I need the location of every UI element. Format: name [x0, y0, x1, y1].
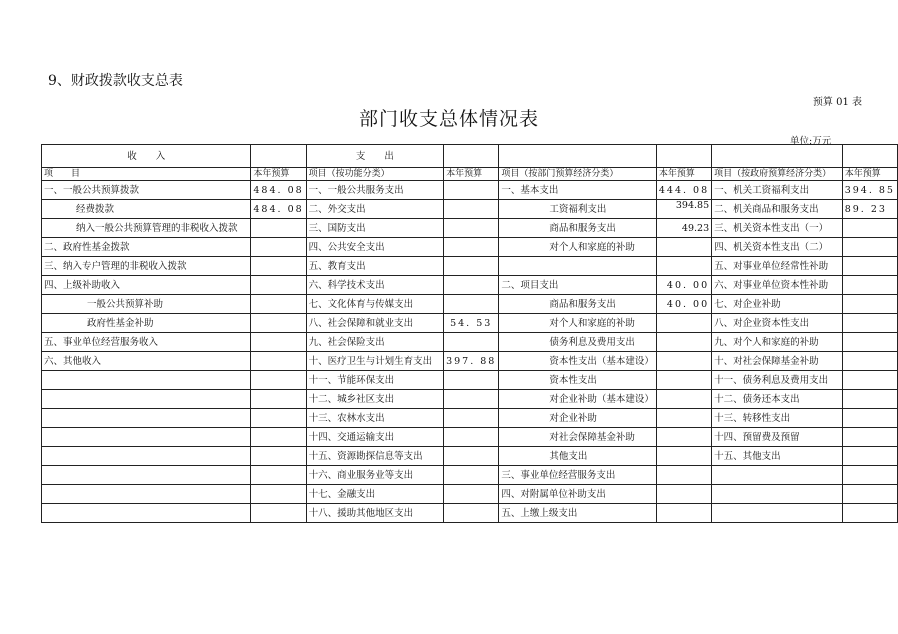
table-row [42, 219, 898, 238]
gov-econ-amount [842, 504, 897, 523]
income-amount [251, 257, 306, 276]
income-amount [251, 238, 306, 257]
func-item: 十五、资源勘探信息等支出 [306, 447, 443, 466]
dept-econ-item: 五、上缴上级支出 [499, 504, 657, 523]
table-row [42, 504, 898, 523]
gov-econ-item: 八、对企业资本性支出 [712, 314, 843, 333]
income-amount [251, 504, 306, 523]
gov-econ-amount: 89. 23 [842, 200, 897, 219]
gov-econ-item: 九、对个人和家庭的补助 [712, 333, 843, 352]
func-item: 七、文化体育与传媒支出 [306, 295, 443, 314]
dept-econ-item: 对个人和家庭的补助 [499, 314, 657, 333]
dept-econ-amount [656, 409, 711, 428]
gov-econ-item: 十四、预留费及预留 [712, 428, 843, 447]
table-row [42, 314, 898, 333]
income-amount [251, 219, 306, 238]
income-item [42, 447, 251, 466]
budget-table [41, 144, 898, 523]
func-amount [444, 371, 499, 390]
section-title: 9、财政拨款收支总表 [48, 73, 183, 89]
dept-econ-item: 二、项目支出 [499, 276, 657, 295]
gov-econ-amount [842, 219, 897, 238]
income-amount [251, 295, 306, 314]
income-item: 经费拨款 [42, 200, 251, 219]
income-item: 六、其他收入 [42, 352, 251, 371]
func-item: 六、科学技术支出 [306, 276, 443, 295]
func-amount [444, 276, 499, 295]
form-code: 预算 01 表 [812, 97, 862, 108]
gov-econ-item: 五、对事业单位经常性补助 [712, 257, 843, 276]
table-row [42, 409, 898, 428]
gov-econ-amount [842, 390, 897, 409]
func-item: 十三、农林水支出 [306, 409, 443, 428]
income-item [42, 504, 251, 523]
dept-econ-item: 对企业补助 [499, 409, 657, 428]
table-row [42, 181, 898, 200]
col-header-budget: 本年预算 [444, 168, 499, 181]
col-header-dept-econ: 项目（按部门预算经济分类） [499, 168, 657, 181]
table-row [42, 485, 898, 504]
income-amount [251, 276, 306, 295]
gov-econ-item: 三、机关资本性支出（一） [712, 219, 843, 238]
func-item: 一、一般公共服务支出 [306, 181, 443, 200]
func-item: 十八、援助其他地区支出 [306, 504, 443, 523]
func-amount [444, 409, 499, 428]
income-amount [251, 371, 306, 390]
func-item: 四、公共安全支出 [306, 238, 443, 257]
group-header-row [42, 145, 898, 168]
gov-econ-amount: 394. 85 [842, 181, 897, 200]
dept-econ-item: 三、事业单位经营服务支出 [499, 466, 657, 485]
func-amount [444, 466, 499, 485]
func-amount [444, 295, 499, 314]
func-amount [444, 390, 499, 409]
expense-group-header: 支 出 [306, 145, 443, 168]
func-item: 十四、交通运输支出 [306, 428, 443, 447]
dept-econ-amount: 444. 08 [656, 181, 711, 200]
gov-econ-item: 一、机关工资福利支出 [712, 181, 843, 200]
dept-econ-amount: 394.85 [656, 200, 711, 219]
func-amount [444, 200, 499, 219]
table-row [42, 447, 898, 466]
income-item [42, 390, 251, 409]
dept-econ-amount: 40. 00 [656, 276, 711, 295]
gov-econ-amount [842, 371, 897, 390]
col-header-gov-econ: 项目（按政府预算经济分类） [712, 168, 843, 181]
income-amount [251, 485, 306, 504]
income-item: 四、上级补助收入 [42, 276, 251, 295]
income-item [42, 466, 251, 485]
func-item: 三、国防支出 [306, 219, 443, 238]
func-amount [444, 238, 499, 257]
gov-econ-item [712, 504, 843, 523]
func-amount [444, 485, 499, 504]
income-amount [251, 466, 306, 485]
dept-econ-amount [656, 314, 711, 333]
income-item [42, 485, 251, 504]
table-row [42, 238, 898, 257]
gov-econ-item: 十一、债务利息及费用支出 [712, 371, 843, 390]
gov-econ-amount [842, 409, 897, 428]
dept-econ-amount [656, 428, 711, 447]
func-item: 十、医疗卫生与计划生育支出 [306, 352, 443, 371]
dept-econ-amount [656, 504, 711, 523]
gov-econ-amount [842, 485, 897, 504]
column-header-row [42, 168, 898, 181]
dept-econ-item: 商品和服务支出 [499, 219, 657, 238]
func-item: 二、外交支出 [306, 200, 443, 219]
gov-econ-item: 二、机关商品和服务支出 [712, 200, 843, 219]
income-amount [251, 333, 306, 352]
func-amount [444, 219, 499, 238]
table-row [42, 200, 898, 219]
col-header-budget: 本年预算 [251, 168, 306, 181]
income-amount [251, 390, 306, 409]
dept-econ-amount [656, 352, 711, 371]
dept-econ-amount: 40. 00 [656, 295, 711, 314]
table-row [42, 333, 898, 352]
gov-econ-amount [842, 314, 897, 333]
income-group-header: 收 入 [42, 145, 251, 168]
gov-econ-item: 十三、转移性支出 [712, 409, 843, 428]
table-row [42, 371, 898, 390]
func-item: 八、社会保障和就业支出 [306, 314, 443, 333]
func-item: 十二、城乡社区支出 [306, 390, 443, 409]
dept-econ-item: 四、对附属单位补助支出 [499, 485, 657, 504]
table-row [42, 257, 898, 276]
income-amount [251, 447, 306, 466]
func-amount [444, 181, 499, 200]
col-header-budget: 本年预算 [656, 168, 711, 181]
income-item [42, 409, 251, 428]
dept-econ-amount [656, 333, 711, 352]
dept-econ-amount [656, 485, 711, 504]
func-amount [444, 257, 499, 276]
gov-econ-amount [842, 295, 897, 314]
dept-econ-item: 工资福利支出 [499, 200, 657, 219]
func-amount [444, 333, 499, 352]
gov-econ-item: 十五、其他支出 [712, 447, 843, 466]
income-amount [251, 409, 306, 428]
gov-econ-amount [842, 276, 897, 295]
dept-econ-item [499, 257, 657, 276]
income-item: 二、政府性基金拨款 [42, 238, 251, 257]
dept-econ-amount: 49.23 [656, 219, 711, 238]
gov-econ-amount [842, 466, 897, 485]
income-amount [251, 352, 306, 371]
col-header-budget: 本年预算 [842, 168, 897, 181]
dept-econ-item: 商品和服务支出 [499, 295, 657, 314]
dept-econ-item: 一、基本支出 [499, 181, 657, 200]
func-amount [444, 504, 499, 523]
gov-econ-item [712, 466, 843, 485]
func-amount [444, 428, 499, 447]
page-title: 部门收支总体情况表 [358, 108, 539, 130]
dept-econ-item: 资本性支出（基本建设） [499, 352, 657, 371]
income-item: 一般公共预算补助 [42, 295, 251, 314]
unit-label: 单位:万元 [790, 136, 832, 147]
table-row [42, 295, 898, 314]
gov-econ-item: 十、对社会保障基金补助 [712, 352, 843, 371]
dept-econ-item: 对企业补助（基本建设） [499, 390, 657, 409]
func-item: 十六、商业服务业等支出 [306, 466, 443, 485]
table-row [42, 390, 898, 409]
gov-econ-item [712, 485, 843, 504]
table-row [42, 352, 898, 371]
income-item: 三、纳入专户管理的非税收入拨款 [42, 257, 251, 276]
func-amount [444, 447, 499, 466]
gov-econ-item: 六、对事业单位资本性补助 [712, 276, 843, 295]
func-item: 十一、节能环保支出 [306, 371, 443, 390]
func-amount: 54. 53 [444, 314, 499, 333]
table-row [42, 466, 898, 485]
dept-econ-item: 对社会保障基金补助 [499, 428, 657, 447]
income-amount: 484. 08 [251, 181, 306, 200]
gov-econ-item: 七、对企业补助 [712, 295, 843, 314]
income-item [42, 428, 251, 447]
dept-econ-amount [656, 390, 711, 409]
income-item: 纳入一般公共预算管理的非税收入拨款 [42, 219, 251, 238]
income-item [42, 371, 251, 390]
gov-econ-amount [842, 333, 897, 352]
func-item: 九、社会保险支出 [306, 333, 443, 352]
dept-econ-item: 债务利息及费用支出 [499, 333, 657, 352]
dept-econ-item: 其他支出 [499, 447, 657, 466]
dept-econ-amount [656, 447, 711, 466]
col-header-item: 项 目 [42, 168, 251, 181]
func-item: 五、教育支出 [306, 257, 443, 276]
gov-econ-amount [842, 447, 897, 466]
income-amount [251, 428, 306, 447]
gov-econ-amount [842, 428, 897, 447]
income-item: 政府性基金补助 [42, 314, 251, 333]
income-amount: 484. 08 [251, 200, 306, 219]
col-header-func: 项目（按功能分类） [306, 168, 443, 181]
table-row [42, 428, 898, 447]
gov-econ-amount [842, 352, 897, 371]
func-item: 十七、金融支出 [306, 485, 443, 504]
dept-econ-amount [656, 238, 711, 257]
gov-econ-amount [842, 257, 897, 276]
gov-econ-item: 十二、债务还本支出 [712, 390, 843, 409]
func-amount: 397. 88 [444, 352, 499, 371]
dept-econ-amount [656, 257, 711, 276]
dept-econ-amount [656, 466, 711, 485]
table-row [42, 276, 898, 295]
income-item: 五、事业单位经营服务收入 [42, 333, 251, 352]
dept-econ-item: 资本性支出 [499, 371, 657, 390]
gov-econ-item: 四、机关资本性支出（二） [712, 238, 843, 257]
gov-econ-amount [842, 238, 897, 257]
dept-econ-item: 对个人和家庭的补助 [499, 238, 657, 257]
income-amount [251, 314, 306, 333]
income-item: 一、一般公共预算拨款 [42, 181, 251, 200]
dept-econ-amount [656, 371, 711, 390]
